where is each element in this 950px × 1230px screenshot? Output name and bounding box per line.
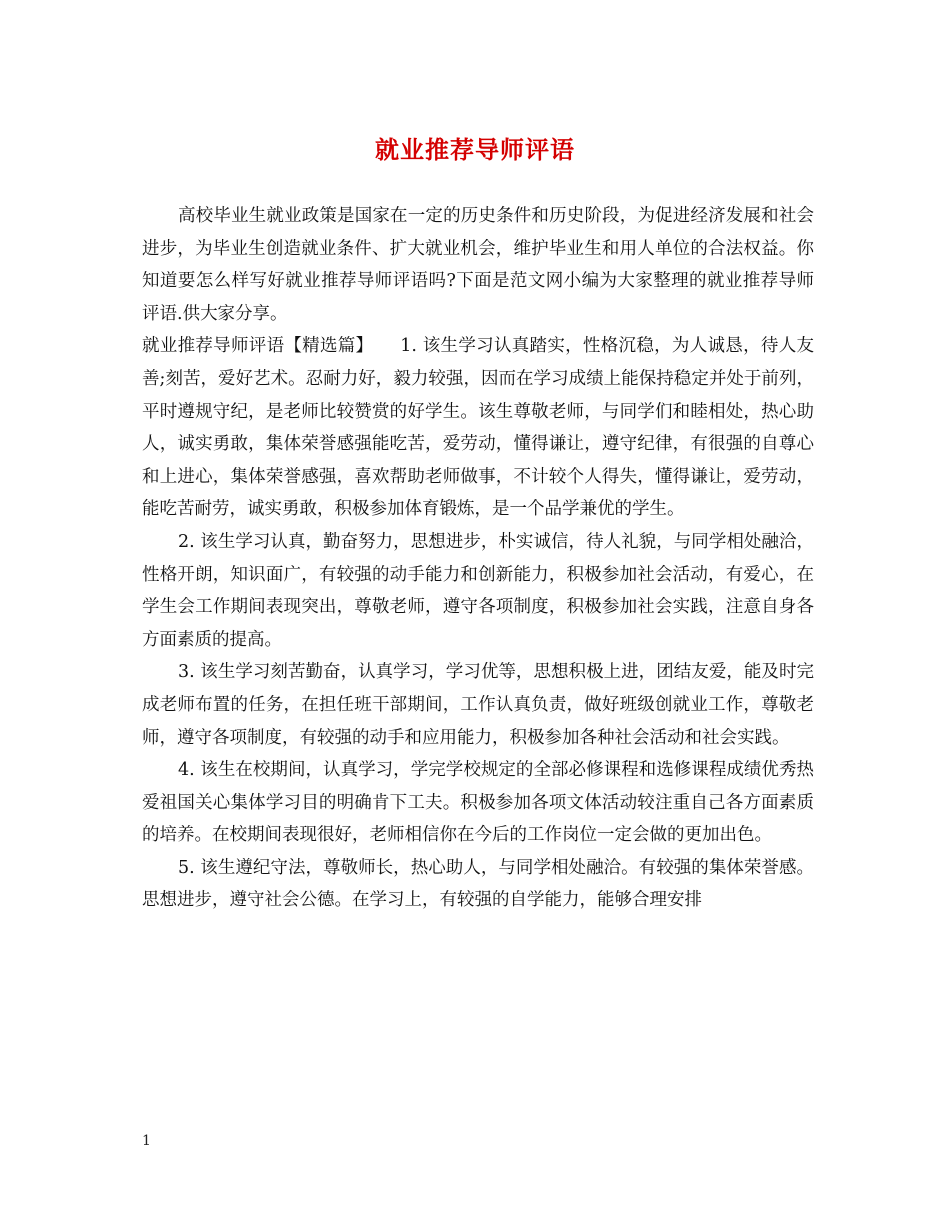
page-number: 1 <box>142 1133 151 1149</box>
comment-paragraph-1: 就业推荐导师评语【精选篇】 1. 该生学习认真踏实，性格沉稳，为人诚恳，待人友善;刻苦，爱好艺术。忍耐力好，毅力较强，因而在学习成绩上能保持稳定并处于前列，平时遵规守纪，是老师比较赞赏的好学生。该生尊敬老师，与同学们和睦相处，热心助人，诚实勇敢，集体荣誉感强能吃苦，爱劳动，懂得谦让，遵守纪律，有很强的自尊心和上进心，集体荣誉感强，喜欢帮助老师做事，不计较个人得失，懂得谦让，爱劳动，能吃苦耐劳，诚实勇敢，积极参加体育锻炼，是一个品学兼优的学生。 <box>142 336 814 520</box>
document-body <box>142 200 814 917</box>
document-title: 就业推荐导师评语 <box>375 136 575 164</box>
comment-paragraph-5: 5. 该生遵纪守法，尊敬师长，热心助人，与同学相处融洽。有较强的集体荣誉感。思想进步，遵守社会公德。在学习上，有较强的自学能力，能够合理安排 <box>142 857 814 911</box>
intro-paragraph: 高校毕业生就业政策是国家在一定的历史条件和历史阶段，为促进经济发展和社会进步，为毕业生创造就业条件、扩大就业机会，维护毕业生和用人单位的合法权益。你知道要怎么样写好就业推荐导师评语吗?下面是范文网小编为大家整理的就业推荐导师评语.供大家分享。 <box>142 206 814 324</box>
comment-paragraph-2: 2. 该生学习认真，勤奋努力，思想进步，朴实诚信，待人礼貌，与同学相处融洽，性格开朗，知识面广，有较强的动手能力和创新能力，积极参加社会活动，有爱心，在学生会工作期间表现突出，尊敬老师，遵守各项制度，积极参加社会实践，注意自身各方面素质的提高。 <box>142 531 814 650</box>
comment-paragraph-4: 4. 该生在校期间，认真学习，学完学校规定的全部必修课程和选修课程成绩优秀热爱祖国关心集体学习目的明确肯下工夫。积极参加各项文体活动较注重自己各方面素质的培养。在校期间表现很好，老师相信你在今后的工作岗位一定会做的更加出色。 <box>142 760 814 846</box>
comment-paragraph-3: 3. 该生学习刻苦勤奋，认真学习，学习优等，思想积极上进，团结友爱，能及时完成老师布置的任务，在担任班干部期间，工作认真负责，做好班级创就业工作，尊敬老师，遵守各项制度，有较强的动手和应用能力，积极参加各种社会活动和社会实践。 <box>142 662 814 748</box>
